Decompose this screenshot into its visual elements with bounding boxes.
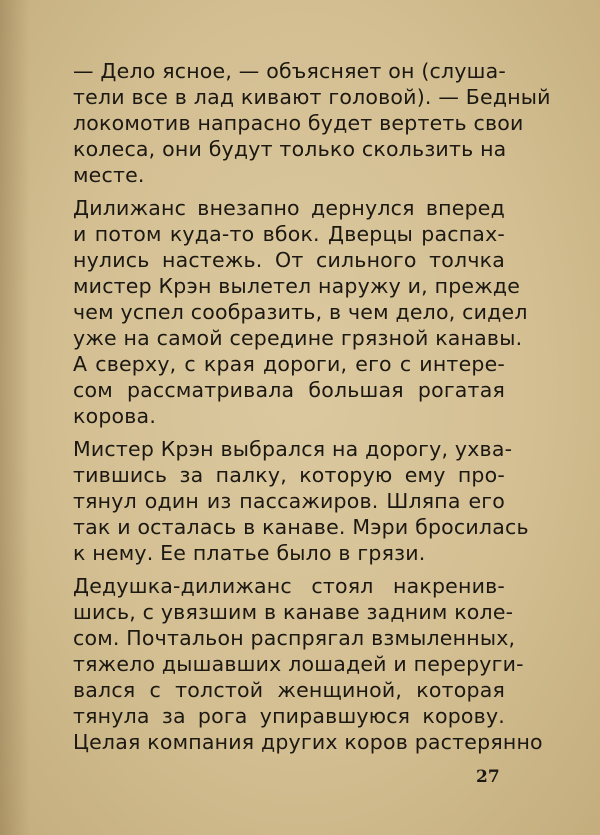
text-line: тели все в лад кивают головой). — Бедный bbox=[73, 85, 551, 109]
paragraph bbox=[73, 573, 543, 755]
text-line: мистер Крэн вылетел наружу и, прежде bbox=[73, 274, 521, 298]
text-line: тянула за рога упиравшуюся корову. bbox=[73, 704, 505, 728]
text-line: шись, с увязшим в канаве задним коле- bbox=[73, 600, 514, 624]
text-line: нулись настежь. От сильного толчка bbox=[73, 248, 505, 272]
page-gutter-shadow bbox=[0, 0, 30, 835]
text-line: уже на самой середине грязной канавы. bbox=[73, 326, 523, 350]
paragraph bbox=[73, 195, 528, 429]
text-line: — Дело ясное, — объясняет он (слуша- bbox=[73, 59, 506, 83]
text-line: локомотив напрасно будет вертеть свои bbox=[73, 111, 524, 135]
text-line: так и осталась в канаве. Мэри бросилась bbox=[73, 515, 529, 539]
paragraph bbox=[73, 58, 551, 188]
text-line: тяжело дышавших лошадей и переруги- bbox=[73, 652, 524, 676]
text-line: колеса, они будут только скользить на bbox=[73, 137, 507, 161]
text-line: к нему. Ее платье было в грязи. bbox=[73, 541, 426, 565]
text-line: тянул один из пассажиров. Шляпа его bbox=[73, 489, 505, 513]
body-text bbox=[73, 58, 551, 762]
text-line: вался с толстой женщиной, которая bbox=[73, 678, 505, 702]
text-line: и потом куда-то вбок. Дверцы распах- bbox=[73, 222, 505, 246]
text-line: Дилижанс внезапно дернулся вперед bbox=[73, 196, 505, 220]
text-line: Мистер Крэн выбрался на дорогу, ухва- bbox=[73, 437, 513, 461]
paragraph bbox=[73, 436, 529, 566]
text-line: корова. bbox=[73, 404, 157, 428]
text-line: А сверху, с края дороги, его с интере- bbox=[73, 352, 505, 376]
text-line: тившись за палку, которую ему про- bbox=[73, 463, 505, 487]
text-line: месте. bbox=[73, 163, 145, 187]
text-line: Дедушка-дилижанс стоял накренив- bbox=[73, 574, 505, 598]
text-line: сом рассматривала большая рогатая bbox=[73, 378, 505, 402]
page-number: 27 bbox=[476, 767, 500, 787]
text-line: Целая компания других коров растерянно bbox=[73, 730, 543, 754]
text-line: сом. Почтальон распрягал взмыленных, bbox=[73, 626, 516, 650]
text-line: чем успел сообразить, в чем дело, сидел bbox=[73, 300, 528, 324]
